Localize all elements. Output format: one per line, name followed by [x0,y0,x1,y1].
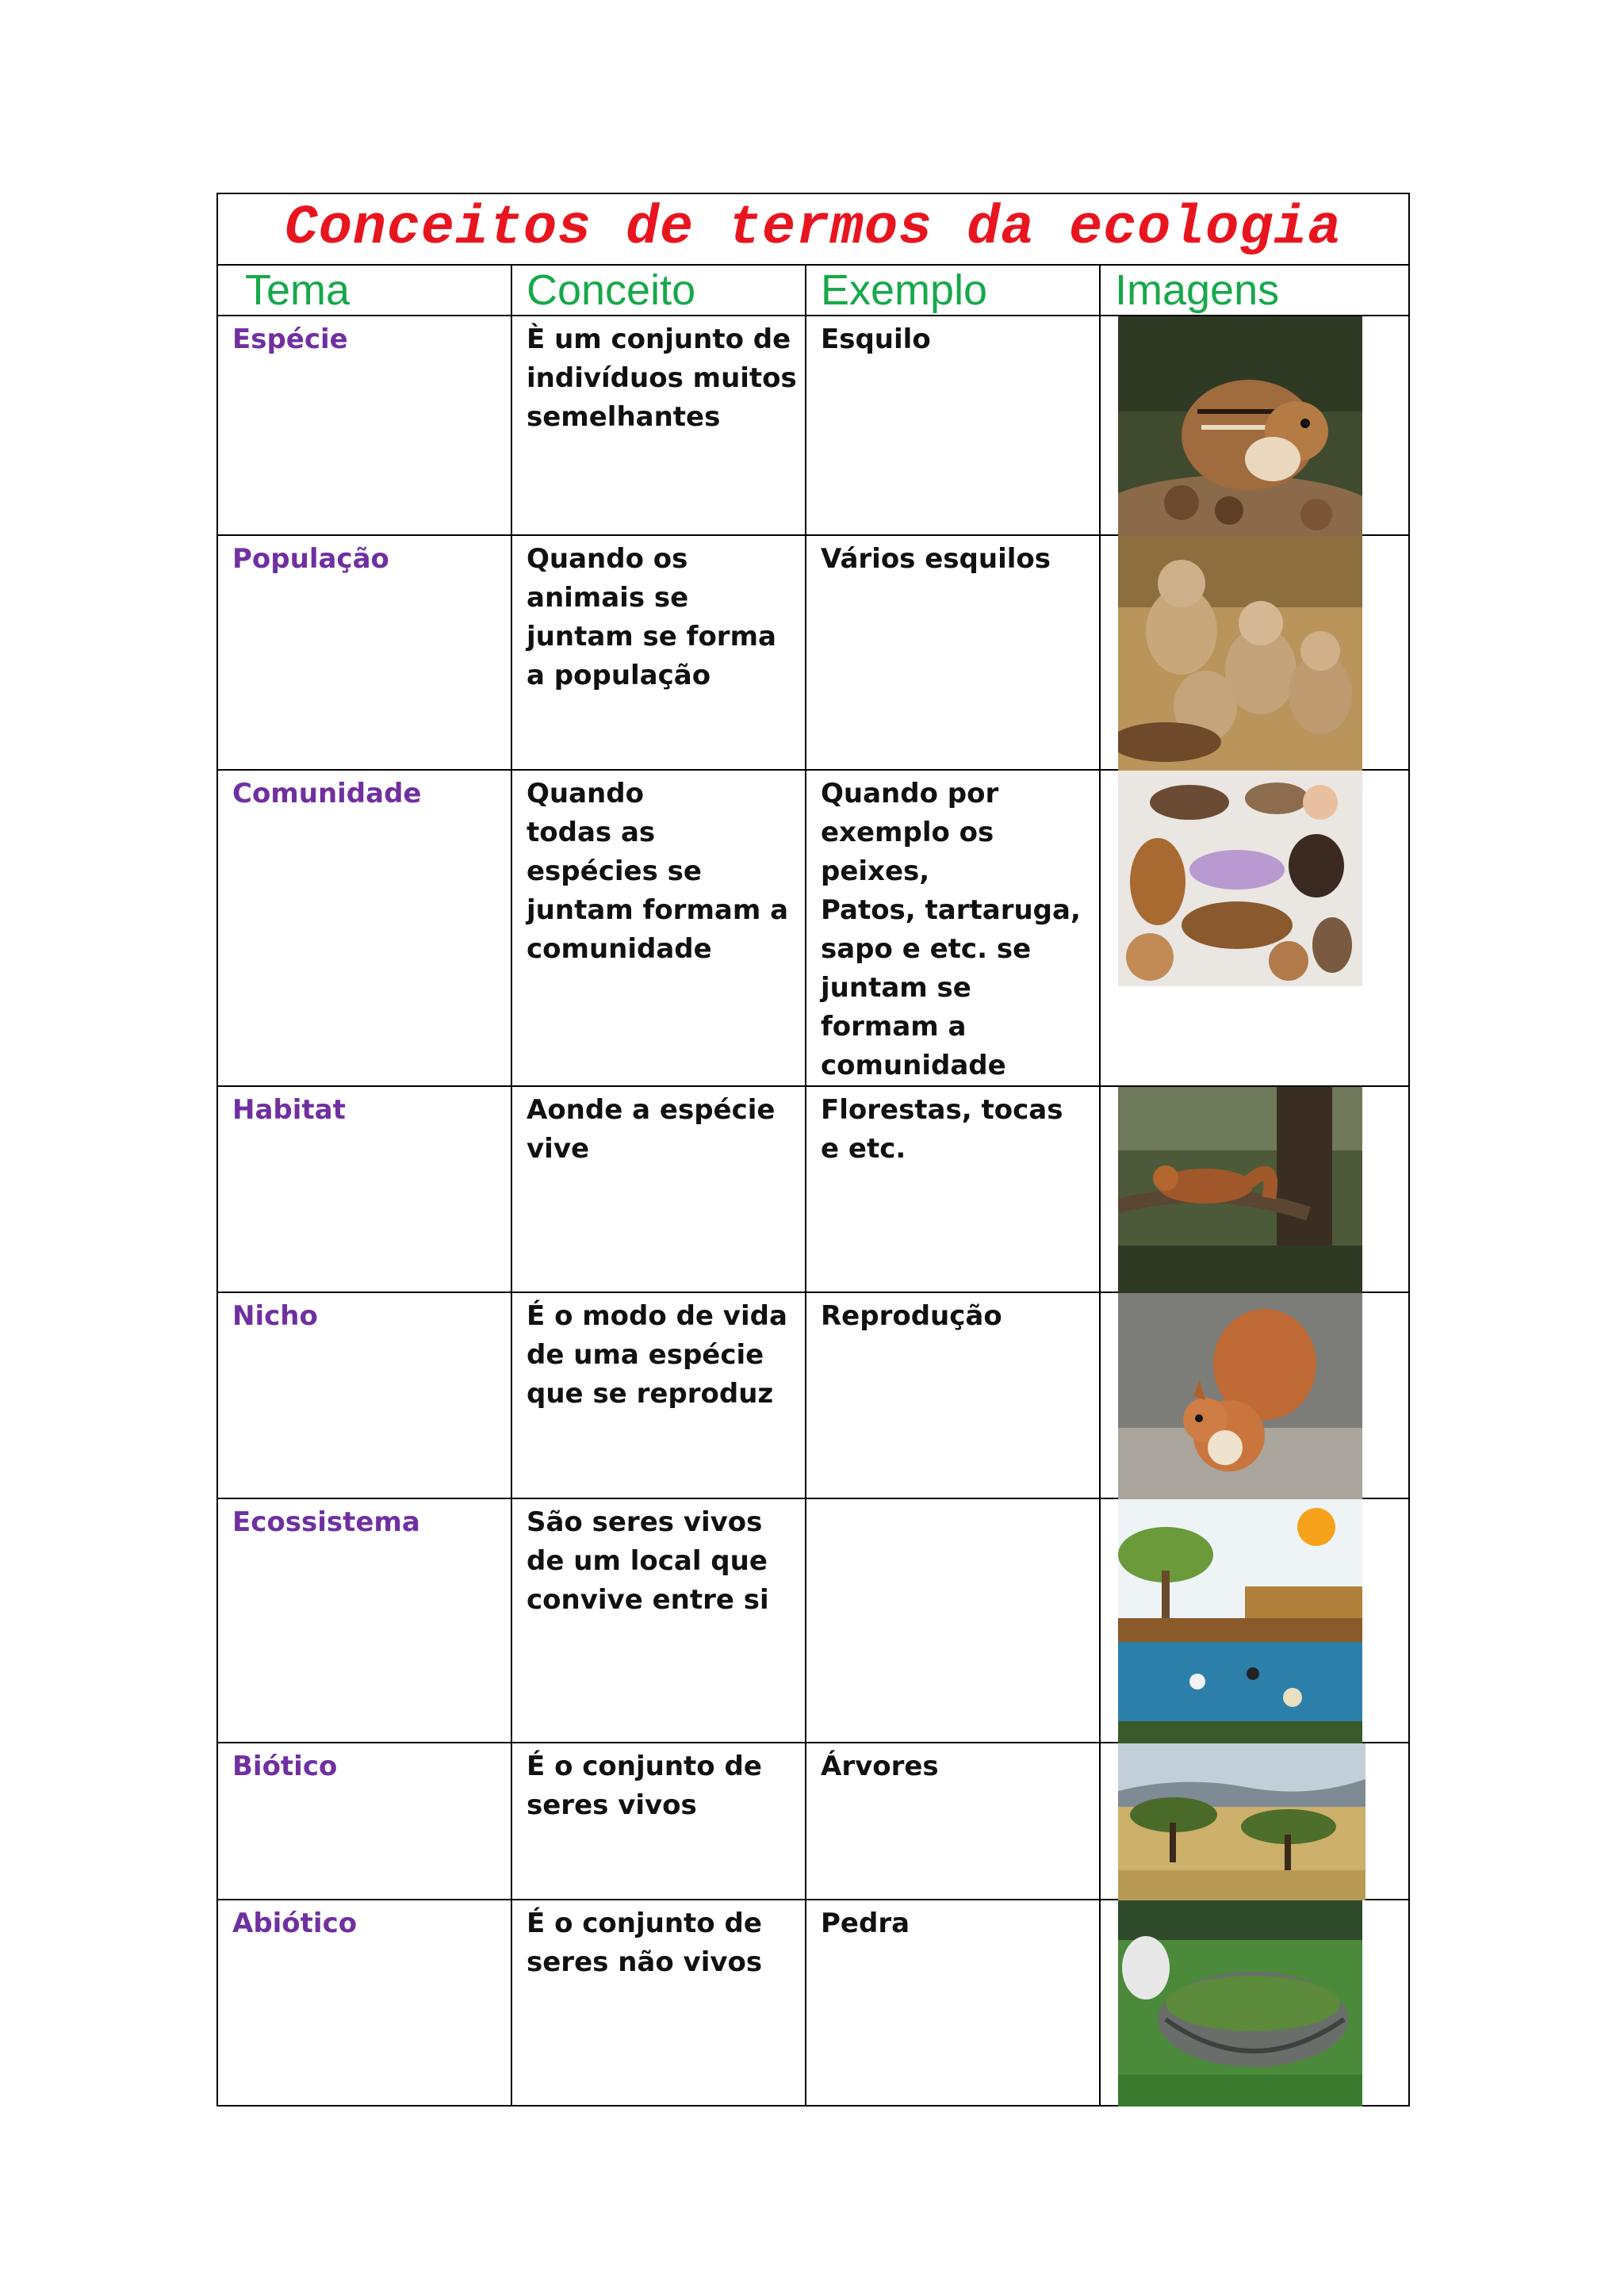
chipmunk-photo [1118,316,1362,536]
table-row [217,1900,1409,2106]
tema-cell: Comunidade [232,778,422,809]
tema-cell: Biótico [232,1751,338,1782]
squirrel-on-branch-photo [1118,1087,1362,1293]
title-cell [217,193,1409,265]
exemplo-cell: Quando por exemplo os peixes, Patos, tartaruga, sapo e etc. se juntam se formam a comunidade [821,778,1081,1081]
animal-collage-photo [1118,771,1362,986]
header-imagens: Imagens [1115,266,1280,314]
conceito-cell: È um conjunto de indivíduos muitos semelhantes [527,323,797,433]
exemplo-cell [806,1499,1099,1503]
tema-cell: Habitat [232,1094,346,1126]
table-row [217,770,1409,1086]
table-row [217,316,1409,535]
exemplo-cell: Esquilo [821,323,931,355]
ecology-table [216,193,1410,2107]
exemplo-cell: Vários esquilos [821,543,1051,575]
tema-cell: Abiótico [232,1908,358,1939]
tema-cell: Ecossistema [232,1506,420,1538]
tema-cell: Espécie [232,323,348,355]
exemplo-cell: Árvores [821,1751,939,1782]
table-row [217,1498,1409,1743]
conceito-cell: São seres vivos de um local que convive entre si [527,1506,769,1616]
savanna-trees-photo [1118,1743,1365,1900]
conceito-cell: É o modo de vida de uma espécie que se reproduz [527,1300,787,1410]
red-squirrel-photo [1118,1293,1362,1499]
exemplo-cell: Reprodução [821,1300,1002,1332]
conceito-cell: É o conjunto de seres não vivos [527,1908,763,1978]
conceito-cell: Aonde a espécie vive [527,1094,776,1165]
tema-cell: Nicho [232,1300,318,1332]
exemplo-cell: Pedra [821,1908,910,1939]
table-row [217,1743,1409,1900]
tema-cell: População [232,543,389,575]
stone-grass-photo [1118,1900,1362,2107]
table-row [217,1086,1409,1292]
header-row [217,265,1409,316]
ecosystem-illustration [1118,1499,1362,1743]
header-tema: Tema [245,266,350,314]
table-row [217,1292,1409,1498]
page-title: Conceitos de termos da ecologia [284,197,1342,260]
table-row [217,535,1409,770]
squirrel-group-photo [1118,536,1362,771]
header-exemplo: Exemplo [821,266,988,314]
exemplo-cell: Florestas, tocas e etc. [821,1094,1063,1165]
header-conceito: Conceito [527,266,696,314]
conceito-cell: Quando os animais se juntam se forma a população [527,543,776,691]
conceito-cell: Quando todas as espécies se juntam formam a comunidade [527,778,789,965]
conceito-cell: É o conjunto de seres vivos [527,1751,762,1821]
